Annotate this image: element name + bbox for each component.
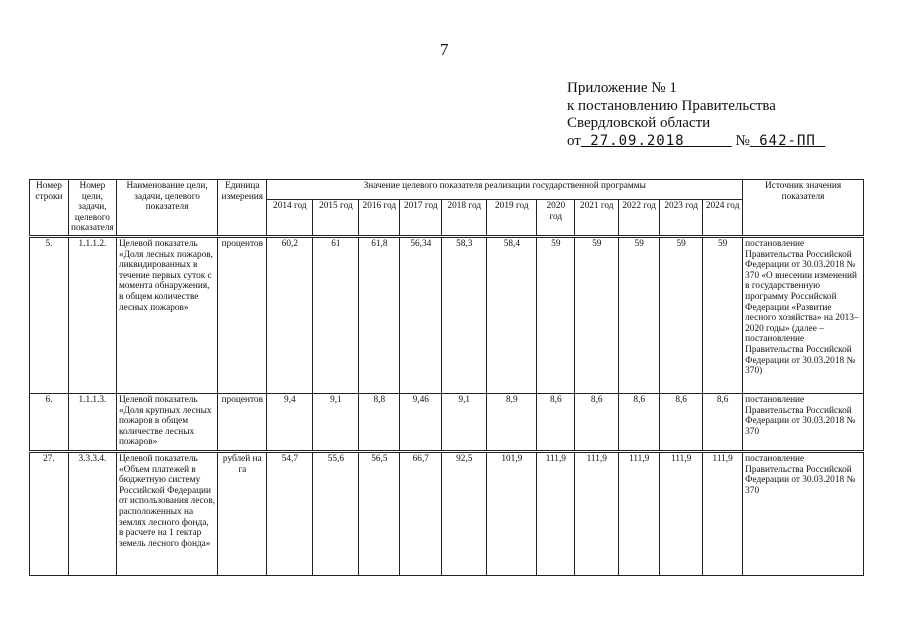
header-row-no: Номер строки	[30, 180, 69, 237]
cell-value: 59	[575, 236, 619, 393]
header-year: 2018 год	[442, 199, 487, 236]
number-prefix: №	[735, 132, 750, 149]
header-unit: Единица измерения	[218, 180, 267, 237]
cell-value: 92,5	[442, 451, 487, 575]
cell-goal-no: 1.1.1.3.	[68, 393, 116, 451]
header-row-1	[30, 180, 864, 200]
cell-goal-no: 3.3.3.4.	[68, 451, 116, 575]
cell-value: 58,4	[487, 236, 537, 393]
cell-value: 111,9	[537, 451, 575, 575]
cell-row-no: 6.	[30, 393, 69, 451]
page-number: 7	[440, 40, 449, 59]
table-row	[30, 451, 864, 575]
header-year: 2022 год	[619, 199, 660, 236]
cell-name: Целевой показатель «Доля лесных пожаров, ликвидированных в течение первых суток с момента обнаружения, в общем количестве лесных пожаров»	[116, 236, 217, 393]
appendix-date-line	[567, 133, 825, 151]
header-year: 2017 год	[400, 199, 442, 236]
cell-unit: рублей на га	[218, 451, 267, 575]
cell-value: 8,6	[703, 393, 743, 451]
appendix-region: Свердловской области	[567, 115, 711, 131]
cell-value: 9,1	[442, 393, 487, 451]
cell-goal-no: 1.1.1.2.	[68, 236, 116, 393]
cell-source: постановление Правительства Российской Федерации от 30.03.2018 № 370	[743, 451, 864, 575]
header-name: Наименование цели, задачи, целевого показателя	[116, 180, 217, 237]
cell-value: 111,9	[703, 451, 743, 575]
cell-row-no: 5.	[30, 236, 69, 393]
cell-row-no: 27.	[30, 451, 69, 575]
cell-source: постановление Правительства Российской Федерации от 30.03.2018 № 370 «О внесении изменений в государственную программу Российской Федерации «Развитие лесного хозяйства» на 2013–2020 годы» (далее – постановление Правительства Российской Федерации от 30.03.2018 № 370)	[743, 236, 864, 393]
header-year: 2015 год	[313, 199, 359, 236]
cell-value: 9,1	[313, 393, 359, 451]
table-row	[30, 236, 864, 393]
target-indicators-table	[29, 179, 864, 576]
cell-value: 60,2	[267, 236, 313, 393]
cell-value: 59	[619, 236, 660, 393]
cell-value: 111,9	[619, 451, 660, 575]
cell-value: 8,9	[487, 393, 537, 451]
appendix-title: Приложение № 1	[567, 80, 677, 96]
cell-value: 101,9	[487, 451, 537, 575]
cell-value: 111,9	[575, 451, 619, 575]
header-source: Источник значения показателя	[743, 180, 864, 237]
cell-source: постановление Правительства Российской Федерации от 30.03.2018 № 370	[743, 393, 864, 451]
header-year: 2016 год	[359, 199, 400, 236]
cell-value: 111,9	[660, 451, 703, 575]
header-year: 2024 год	[703, 199, 743, 236]
cell-value: 9,46	[400, 393, 442, 451]
cell-unit: процентов	[218, 393, 267, 451]
cell-value: 56,5	[359, 451, 400, 575]
cell-value: 54,7	[267, 451, 313, 575]
number-value: 642-ПП	[759, 132, 816, 149]
date-value: 27.09.2018	[590, 132, 685, 149]
cell-name: Целевой показатель «Объем платежей в бюджетную систему Российской Федерации от использования лесов, расположенных на землях лесного фонда, в расчете на 1 гектар земель лесного фонда»	[116, 451, 217, 575]
cell-name: Целевой показатель «Доля крупных лесных пожаров в общем количестве лесных пожаров»	[116, 393, 217, 451]
cell-value: 59	[660, 236, 703, 393]
cell-value: 8,6	[619, 393, 660, 451]
cell-value: 8,6	[537, 393, 575, 451]
header-year: 2014 год	[267, 199, 313, 236]
appendix-decree-ref: к постановлению Правительства	[567, 97, 776, 114]
cell-value: 61	[313, 236, 359, 393]
cell-value: 66,7	[400, 451, 442, 575]
header-values-group: Значение целевого показателя реализации государственной программы	[267, 180, 743, 200]
header-year: 2021 год	[575, 199, 619, 236]
header-year: 2023 год	[660, 199, 703, 236]
cell-unit: процентов	[218, 236, 267, 393]
table-row	[30, 393, 864, 451]
cell-value: 59	[537, 236, 575, 393]
header-goal-no: Номер цели, задачи, целевого показателя	[68, 180, 116, 237]
cell-value: 59	[703, 236, 743, 393]
date-prefix: от	[567, 132, 581, 149]
cell-value: 8,6	[660, 393, 703, 451]
cell-value: 8,8	[359, 393, 400, 451]
cell-value: 8,6	[575, 393, 619, 451]
header-year: 2020 год	[537, 199, 575, 236]
cell-value: 56,34	[400, 236, 442, 393]
cell-value: 61,8	[359, 236, 400, 393]
header-year: 2019 год	[487, 199, 537, 236]
cell-value: 58,3	[442, 236, 487, 393]
cell-value: 55,6	[313, 451, 359, 575]
appendix-header	[567, 80, 825, 150]
cell-value: 9,4	[267, 393, 313, 451]
